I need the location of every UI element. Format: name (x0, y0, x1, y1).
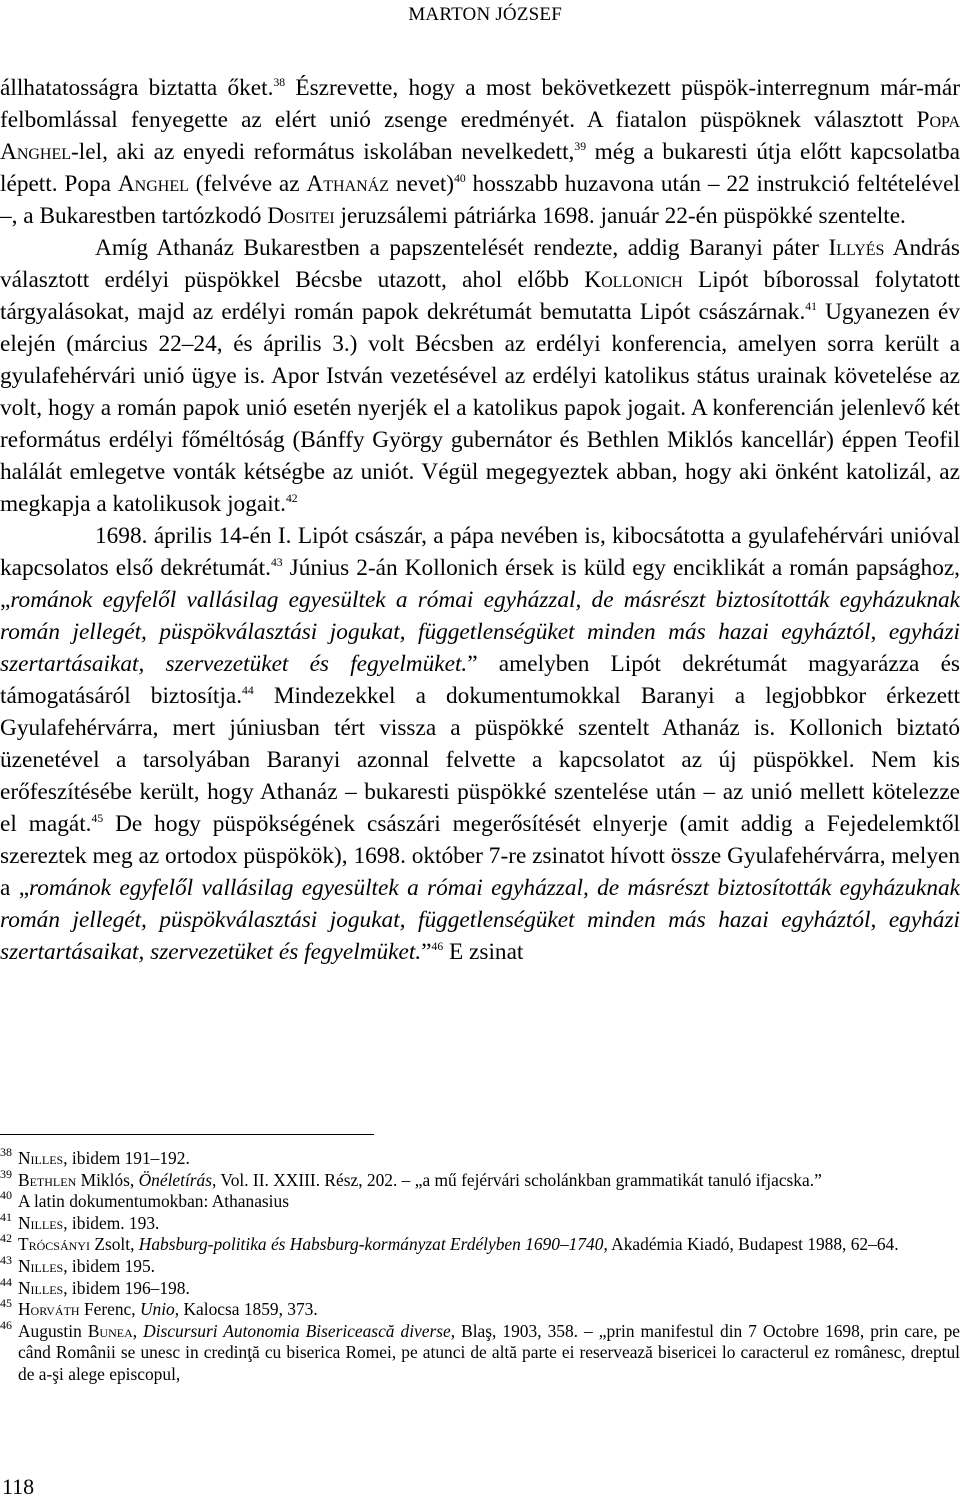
footnote-ref-39: 39 (574, 140, 587, 154)
paragraph-1 (0, 72, 960, 232)
footnote-ref-40: 40 (454, 172, 466, 186)
small-caps-name: Kollonich (584, 267, 683, 293)
footnote-39 (0, 1166, 960, 1192)
small-caps-name: Nilles (18, 1148, 64, 1168)
footnote-number: 39 (0, 1166, 12, 1181)
footnote-number: 42 (0, 1231, 12, 1246)
text-run: nevet) (389, 171, 455, 197)
footnotes (0, 1145, 960, 1386)
paragraph-2 (0, 232, 960, 520)
footnote-text: , ibidem 191–192. (63, 1148, 190, 1168)
footnote-number: 40 (0, 1188, 12, 1203)
footnote-number: 46 (0, 1317, 12, 1332)
footnote-ref-38: 38 (273, 76, 286, 90)
footnote-44 (0, 1274, 960, 1300)
footnote-ref-43: 43 (270, 556, 283, 570)
footnote-text: , Vol. II. XXIII. Rész, 202. – „a mű fejérvári scholánkban grammatikát tanuló ifjacska.” (212, 1169, 822, 1190)
text-run: még a bukaresti útja előtt kapcsolatba lépett. Popa (0, 139, 960, 197)
footnote-43 (0, 1252, 960, 1278)
footnote-text: Ferenc, (79, 1299, 140, 1320)
footnote-45 (0, 1296, 960, 1321)
text-run: ” (421, 939, 432, 965)
text-run: Ugyanezen év elején (március 22–24, és április 3.) volt Bécsben az erdélyi konferencia, amelyen sorra került a gyulafehérvári unió ügye is. Apor István vezetésével az erdélyi katolikus státus urainak követelése az volt, hogy a román papok unió esetén nyerjék el a katolikus papok jogait. A konferencián jelenlevő két református erdélyi főméltóság (Bánffy György gubernátor és Bethlen Miklós kancellár) éppen Teofil halálát emlegetve vonták kétségbe az uniót. Végül megegyeztek abban, hogy aki önként katolizál, az megkapja a katolikusok jogait. (0, 299, 960, 517)
footnote-ref-42: 42 (285, 492, 298, 506)
footnote-ref-45: 45 (91, 812, 104, 826)
text-run: De hogy püspökségének császári megerősítését elnyerje (amit addig a Fejedelemktől szereztek meg az ortodox püspökök), 1698. október 7-re zsinatot hívott össze Gyulafehérvárra, melyen a „ (0, 811, 960, 901)
text-run: 1698. április 14-én I. Lipót császár, a pápa nevében is, kibocsátotta a gyulafehérvári unióval kapcsolatos első dekrétumát. (0, 523, 960, 581)
small-caps-name: Bethlen (18, 1169, 77, 1190)
footnote-title: Unio (139, 1299, 175, 1320)
page-number: 118 (2, 1474, 35, 1499)
footnote-41 (0, 1209, 960, 1235)
footnote-title: Habsburg-politika és Habsburg-kormányzat Erdélyben 1690–1740 (138, 1234, 604, 1255)
text-run: Mindezekkel a dokumentumokkal Baranyi a legjobbkor érkezett Gyulafehérvárra, mert júniusban tért vissza a püspökké szentelt Athanáz is. Kollonich biztató üzenetével a tarsolyában Baranyi azonnal felvette a kapcsolatot az új püspökkel. Nem kis erőfeszítésébe került, hogy Athanáz – bukaresti püspökké szentelése után – az unió mellett kötelezze el magát. (0, 683, 960, 837)
footnote-text: , ibidem. 193. (63, 1212, 160, 1233)
text-run: hosszabb huzavona után – 22 instrukció feltételével –, a Bukarestben tartózkodó (0, 171, 960, 229)
text-run: állhatatosságra biztatta őket. (0, 75, 274, 101)
small-caps-name: Anghel (117, 171, 189, 197)
footnote-text: , ibidem 196–198. (63, 1277, 190, 1298)
small-caps-name: Nilles (18, 1255, 64, 1276)
small-caps-name: Bunea (87, 1320, 133, 1341)
footnote-number: 38 (0, 1145, 12, 1159)
footnote-number: 44 (0, 1274, 12, 1289)
footnote-text: , Akadémia Kiadó, Budapest 1988, 62–64. (603, 1234, 899, 1255)
footnote-ref-44: 44 (242, 684, 254, 698)
footnote-text: , Blaş, 1903, 358. – „prin manifestul din 7 Octobre 1698, prin care, pe când Românii se unesc in credinţă cu biserica Romei, pe atunci de altă parte ei reservează bisericei lo caracterul ez românesc, dreptul de a-şi alege episcopul, (18, 1320, 960, 1384)
footnote-ref-41: 41 (805, 300, 817, 314)
text-run: Lipót bíborossal folytatott tárgyalásokat, majd az erdélyi román papok dekrétumát bemutatta Lipót császárnak. (0, 267, 960, 325)
text-run: jeruzsálemi pátriárka 1698. január 22-én püspökké szentelte. (334, 203, 906, 229)
footnote-text: Miklós, (76, 1169, 139, 1190)
small-caps-name: Popa Anghel (0, 107, 960, 165)
footnote-number: 43 (0, 1252, 12, 1267)
italic-quote: románok egyfelől vallásilag egyesültek a római egyházzal, de másrészt biztosították egyházuknak román jellegét, püspökválasztási jogukat, függetlenségüket minden más hazai egyháztól, egyházi szertartásaikat, szervezetüket és fegyelmüket. (0, 587, 960, 677)
text-run: András választott erdélyi püspökkel Bécsbe utazott, ahol előbb (0, 235, 960, 293)
text-run: E zsinat (443, 939, 524, 965)
footnote-42 (0, 1231, 960, 1256)
footnote-text: , Kalocsa 1859, 373. (174, 1299, 318, 1320)
text-run: Amíg Athanáz Bukarestben a papszentelését rendezte, addig Baranyi páter (95, 235, 829, 261)
footnote-text: , (132, 1320, 144, 1341)
text-run: Június 2-án Kollonich érsek is küld egy enciklikát a román papsághoz, „ (0, 555, 960, 613)
footnote-text: Augustin (18, 1320, 88, 1341)
text-run: ” amelyben Lipót dekrétumát magyarázza és támogatásáról biztosítja. (0, 651, 960, 709)
footnote-text: Zsolt, (89, 1234, 139, 1255)
footnote-text: , ibidem 195. (63, 1255, 156, 1276)
small-caps-name: Nilles (18, 1277, 64, 1298)
footnote-title: Önéletírás (138, 1169, 213, 1190)
italic-quote: románok egyfelől vallásilag egyesültek a római egyházzal, de másrészt biztosították egyházuknak román jellegét, püspökválasztási jogukat, függetlenségüket minden más hazai egyháztól, egyházi szertartásaikat, szervezetüket és fegyelmüket. (0, 875, 960, 965)
text-run: -lel, aki az enyedi református iskolában nevelkedett, (71, 139, 575, 165)
text-run: Észrevette, hogy a most bekövetkezett püspök-interregnum már-már felbomlással fenyegette az elért unió zsenge eredményét. A fiatalon püspöknek választott (0, 75, 960, 133)
footnote-ref-46: 46 (431, 940, 444, 954)
footnote-number: 41 (0, 1209, 12, 1224)
text-run: (felvéve az (188, 171, 307, 197)
small-caps-name: Horváth (18, 1299, 80, 1320)
footnote-46 (0, 1317, 960, 1386)
footnote-separator (0, 1134, 374, 1135)
footnote-40 (0, 1188, 960, 1213)
small-caps-name: Nilles (18, 1212, 64, 1233)
footnote-38 (0, 1145, 960, 1170)
footnote-number: 45 (0, 1296, 12, 1311)
small-caps-name: Illyés (828, 235, 885, 261)
running-head: MARTON JÓZSEF (408, 4, 562, 25)
footnote-text: A latin dokumentumokban: Athanasius (18, 1191, 289, 1212)
paragraph-3 (0, 520, 960, 968)
small-caps-name: Dositei (267, 203, 335, 229)
body-text (0, 72, 960, 968)
footnote-title: Discursuri Autonomia Bisericească diverse (143, 1320, 451, 1341)
small-caps-name: Trócsányi (18, 1234, 90, 1255)
small-caps-name: Athanáz (306, 171, 390, 197)
